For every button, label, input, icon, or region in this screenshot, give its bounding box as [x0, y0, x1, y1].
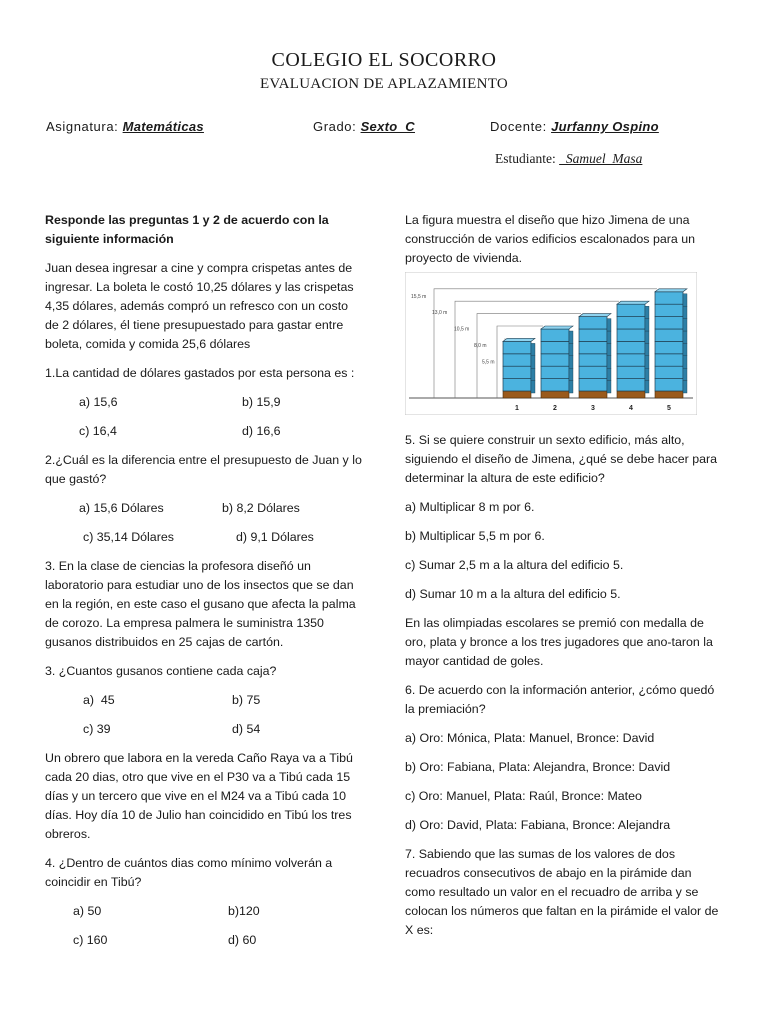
building-side [645, 343, 649, 355]
question-1: 1.La cantidad de dólares gastados por esta persona es : [45, 366, 355, 380]
right-column-bottom [405, 431, 725, 950]
building-number-2: 2 [553, 405, 557, 412]
q2-option-a[interactable]: a) 15,6 Dólares [79, 501, 164, 515]
q6-option-b[interactable]: b) Oro: Fabiana, Plata: Alejandra, Bronce: David [405, 760, 671, 774]
question-6: 6. De acuerdo con la información anterior, ¿cómo quedó la premiación? [405, 683, 715, 716]
building-side [645, 306, 649, 318]
q4-option-b[interactable]: b)120 [228, 904, 260, 918]
building-floor [579, 354, 607, 366]
height-label-5-5: 5,5 m [482, 359, 495, 366]
building-side [569, 356, 573, 368]
building-floor [617, 304, 645, 316]
building-1 [503, 338, 535, 398]
q3-option-c[interactable]: c) 39 [83, 722, 111, 736]
q2-option-b[interactable]: b) 8,2 Dólares [222, 501, 300, 515]
building-roof [579, 314, 611, 317]
building-side [683, 306, 687, 318]
building-number-1: 1 [515, 405, 519, 412]
q4-option-c[interactable]: c) 160 [73, 933, 108, 947]
building-side [645, 319, 649, 331]
building-floor [655, 354, 683, 366]
buildings-figure [405, 272, 697, 415]
building-floor [503, 341, 531, 353]
building-floor [579, 317, 607, 329]
question-5: 5. Si se quiere construir un sexto edificio, más alto, siguiendo el diseño de Jimena, ¿qué se debe hacer para determinar la altura de este edificio? [405, 433, 718, 485]
q1-option-d[interactable]: d) 16,6 [242, 424, 281, 438]
q3-option-d[interactable]: d) 54 [232, 722, 261, 736]
subject-value: Matemáticas [122, 119, 204, 134]
height-label-13-0: 13,0 m [432, 310, 448, 317]
building-side [683, 343, 687, 355]
q1-option-a[interactable]: a) 15,6 [79, 395, 118, 409]
building-base [579, 391, 607, 398]
building-side [645, 368, 649, 380]
q2-options-row-2 [45, 528, 363, 547]
building-floor [579, 341, 607, 353]
right-column-top [405, 211, 725, 278]
building-side [607, 331, 611, 343]
building-base [541, 391, 569, 398]
building-side [683, 319, 687, 331]
building-floor [503, 354, 531, 366]
building-side [607, 319, 611, 331]
subject-field [46, 119, 204, 134]
context-juan: Juan desea ingresar a cine y compra crispetas antes de ingresar. La boleta le costó 10,25 dólares y las crispetas 4,35 dólares, además compró un refresco con un costo de 2 dólares, él tiene presupuestado para gastar entre boleta, comida y comida 25,6 dólares [45, 261, 354, 351]
context-obreros: Un obrero que labora en la vereda Caño Raya va a Tibú cada 20 dias, otro que vive en el P30 va a Tibú cada 15 días y un tercero que vive en el M24 va a Tibú cada 10 días. Hoy día 10 de Julio han coincidido en Tibú los tres obreros. [45, 751, 353, 841]
building-floor [541, 341, 569, 353]
context-gusanos: 3. En la clase de ciencias la profesora diseñó un laboratorio para estudiar uno de los insectos que se dan en la región, en este caso el gusano que afecta la palma de corozo. La empresa palmera le suministra 1350 gusanos distribuidos en 25 cajas de cartón. [45, 559, 356, 649]
teacher-label: Docente: [490, 119, 547, 134]
question-3: 3. ¿Cuantos gusanos contiene cada caja? [45, 664, 277, 678]
building-floor [655, 292, 683, 304]
height-label-15-5: 15,5 m [411, 293, 427, 300]
q1-option-b[interactable]: b) 15,9 [242, 395, 281, 409]
q5-option-b[interactable]: b) Multiplicar 5,5 m por 6. [405, 529, 545, 543]
building-floor [655, 341, 683, 353]
building-5 [655, 289, 687, 398]
building-side [531, 343, 535, 355]
building-floor [617, 329, 645, 341]
building-floor [617, 379, 645, 391]
building-3 [579, 314, 611, 398]
q6-option-d[interactable]: d) Oro: David, Plata: Fabiana, Bronce: Alejandra [405, 818, 671, 832]
building-side [683, 368, 687, 380]
building-side [607, 381, 611, 393]
building-side [645, 381, 649, 393]
building-roof [655, 289, 687, 292]
building-side [569, 368, 573, 380]
q4-option-d[interactable]: d) 60 [228, 933, 257, 947]
subject-label: Asignatura: [46, 119, 119, 134]
building-side [683, 356, 687, 368]
context-olimpiadas: En las olimpiadas escolares se premió con medalla de oro, plata y bronce a los tres jugadores que ano-taron la mayor cantidad de goles. [405, 616, 713, 668]
student-value: Samuel Masa [559, 151, 643, 166]
building-side [645, 331, 649, 343]
exam-title: EVALUACION DE APLAZAMIENTO [259, 76, 509, 92]
building-floor [579, 379, 607, 391]
building-roof [541, 326, 573, 329]
q1-options-row-2 [45, 422, 363, 441]
q6-option-c[interactable]: c) Oro: Manuel, Plata: Raúl, Bronce: Mateo [405, 789, 642, 803]
intro-q1-q2: Responde las preguntas 1 y 2 de acuerdo con la siguiente información [45, 213, 329, 246]
building-floor [617, 366, 645, 378]
building-floor [541, 379, 569, 391]
grade-field [313, 119, 415, 134]
building-floor [579, 366, 607, 378]
q4-option-a[interactable]: a) 50 [73, 904, 102, 918]
building-floor [541, 329, 569, 341]
q1-options-row-1 [45, 393, 363, 412]
buildings-diagram [405, 272, 697, 415]
height-label-10-5: 10,5 m [454, 326, 470, 333]
building-side [683, 294, 687, 306]
q5-option-c[interactable]: c) Sumar 2,5 m a la altura del edificio 5. [405, 558, 624, 572]
teacher-field [490, 119, 659, 134]
question-2: 2.¿Cuál es la diferencia entre el presupuesto de Juan y lo que gastó? [45, 453, 362, 486]
grade-label: Grado: [313, 119, 357, 134]
building-side [645, 356, 649, 368]
student-field [495, 151, 642, 167]
building-floor [655, 304, 683, 316]
building-base [617, 391, 645, 398]
building-side [607, 368, 611, 380]
grade-value: Sexto C [360, 119, 415, 134]
q4-options-row-1 [45, 902, 363, 921]
building-number-5: 5 [667, 405, 671, 412]
q5-option-d[interactable]: d) Sumar 10 m a la altura del edificio 5. [405, 587, 621, 601]
building-2 [541, 326, 573, 398]
building-floor [655, 366, 683, 378]
building-floor [617, 341, 645, 353]
building-floor [579, 329, 607, 341]
q2-option-d[interactable]: d) 9,1 Dólares [236, 530, 314, 544]
building-floor [617, 317, 645, 329]
q2-options-row-1 [45, 499, 363, 518]
building-side [531, 381, 535, 393]
building-roof [617, 301, 649, 304]
q3-option-a[interactable]: a) 45 [83, 693, 115, 707]
building-side [607, 356, 611, 368]
building-floor [655, 317, 683, 329]
building-side [569, 331, 573, 343]
building-number-3: 3 [591, 405, 595, 412]
building-side [683, 331, 687, 343]
building-floor [503, 379, 531, 391]
question-7: 7. Sabiendo que las sumas de los valores de dos recuadros consecutivos de abajo en la pirámide dan como resultado un valor en el recuadro de arriba y se colocan los números que faltan en la pirámide el valor de X es: [405, 847, 719, 937]
building-4 [617, 301, 649, 398]
left-column [45, 211, 363, 960]
q3-option-b[interactable]: b) 75 [232, 693, 261, 707]
building-side [683, 381, 687, 393]
q4-options-row-2 [45, 931, 363, 950]
q1-option-c[interactable]: c) 16,4 [79, 424, 117, 438]
building-floor [655, 329, 683, 341]
building-floor [617, 354, 645, 366]
building-side [531, 356, 535, 368]
building-roof [503, 338, 535, 341]
q3-options-row-1 [45, 691, 363, 710]
student-label: Estudiante: [495, 151, 556, 166]
building-side [607, 343, 611, 355]
building-floor [541, 366, 569, 378]
q5-option-a[interactable]: a) Multiplicar 8 m por 6. [405, 500, 535, 514]
building-floor [503, 366, 531, 378]
q6-option-a[interactable]: a) Oro: Mónica, Plata: Manuel, Bronce: David [405, 731, 655, 745]
height-label-8-0: 8,0 m [474, 343, 487, 349]
teacher-value: Jurfanny Ospino [551, 119, 659, 134]
building-base [503, 391, 531, 398]
context-jimena: La figura muestra el diseño que hizo Jimena de una construcción de varios edificios escalonados para un proyecto de vivienda. [405, 213, 695, 265]
q2-option-c[interactable]: c) 35,14 Dólares [83, 530, 174, 544]
building-side [531, 368, 535, 380]
q3-options-row-2 [45, 720, 363, 739]
building-side [569, 343, 573, 355]
school-title: COLEGIO EL SOCORRO [271, 49, 497, 71]
building-floor [541, 354, 569, 366]
question-4: 4. ¿Dentro de cuántos dias como mínimo volverán a coincidir en Tibú? [45, 856, 333, 889]
building-side [569, 381, 573, 393]
building-floor [655, 379, 683, 391]
building-number-4: 4 [629, 405, 633, 412]
building-base [655, 391, 683, 398]
